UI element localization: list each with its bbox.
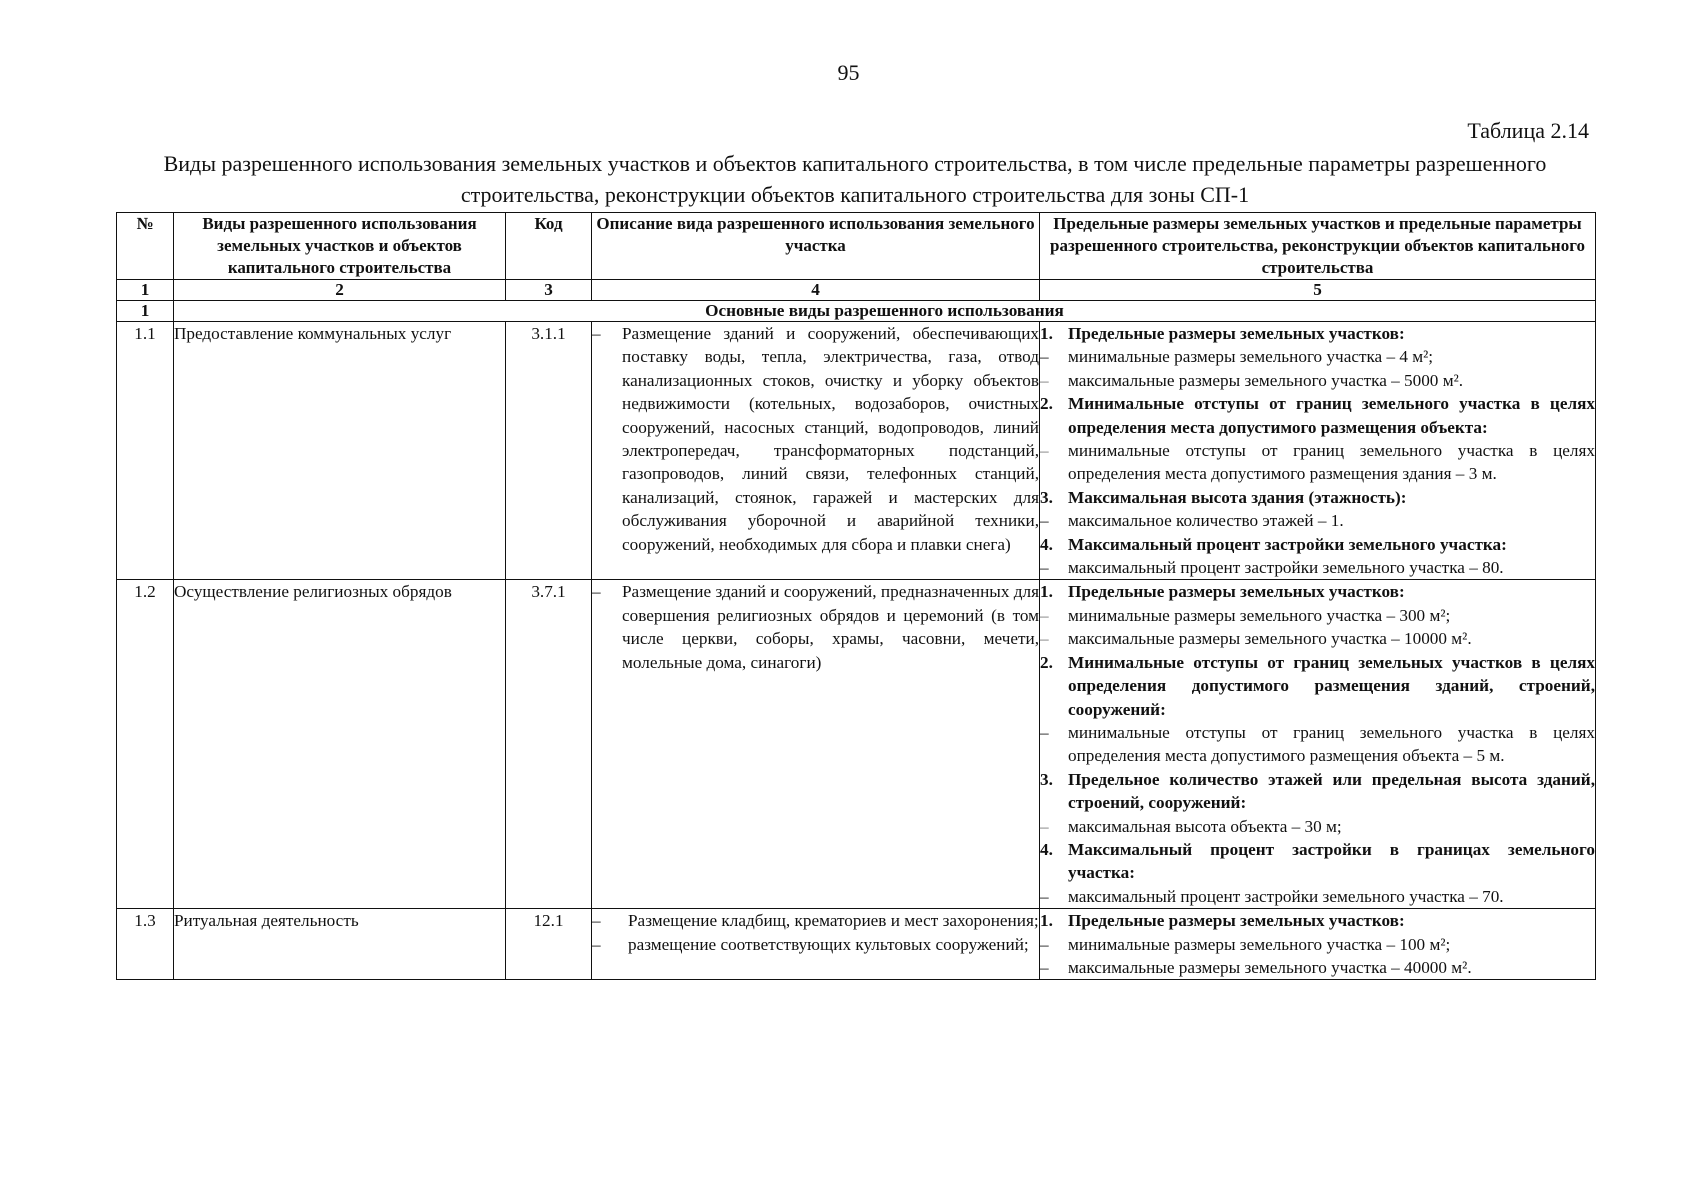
dash-marker: –: [1040, 957, 1049, 977]
header-parameters: Предельные размеры земельных участков и предельные параметры разрешенного строительства, реконструкции объектов капитального строительства: [1040, 213, 1596, 280]
column-number: 1: [117, 280, 174, 301]
item-number: 3.: [1040, 487, 1053, 507]
dash-marker: –: [1040, 347, 1049, 367]
section-row: [117, 301, 1596, 322]
dash-marker: –: [592, 934, 601, 954]
parameter-text: максимальные размеры земельного участка – 5000 м².: [1068, 370, 1464, 390]
parameters-cell: [1040, 909, 1596, 980]
parameter-heading: [1040, 838, 1595, 885]
parameter-heading: [1040, 322, 1595, 345]
parameter-text: Минимальные отступы от границ земельных участков в целях определения допустимого размещения зданий, строений, сооружений:: [1068, 652, 1595, 719]
use-type-code: 3.1.1: [506, 322, 592, 580]
header-num: №: [117, 213, 174, 280]
parameter-text: максимальная высота объекта – 30 м;: [1068, 816, 1342, 836]
use-type-code: 3.7.1: [506, 580, 592, 909]
item-number: 3.: [1040, 769, 1053, 789]
column-number: 2: [174, 280, 506, 301]
parameter-heading: [1040, 909, 1595, 932]
item-number: 1.: [1040, 324, 1053, 343]
parameter-item: [1040, 604, 1595, 627]
parameter-text: Предельное количество этажей или предельная высота зданий, строений, сооружений:: [1068, 769, 1595, 813]
use-type-name: Осуществление религиозных обрядов: [174, 580, 506, 909]
item-number: 4.: [1040, 534, 1053, 554]
parameters-cell: [1040, 580, 1596, 909]
parameter-text: Максимальный процент застройки земельного участка:: [1068, 534, 1507, 554]
dash-marker: –: [1040, 886, 1049, 906]
parameter-item: [1040, 721, 1595, 768]
regulations-table: [116, 212, 1596, 980]
table-row: [117, 322, 1596, 580]
header-description: Описание вида разрешенного использования земельного участка: [592, 213, 1040, 280]
dash-marker: –: [1040, 722, 1049, 742]
description-text: Размещение зданий и сооружений, обеспечивающих поставку воды, тепла, электричества, газа, отвод канализационных стоков, очистку и уборку объектов недвижимости (котельных, водозаборов, очистных сооружений, насосных станций, водопроводов, линий электропередач, трансформаторных подстанций, газопроводов, линий связи, телефонных станций, канализаций, стоянок, гаражей и мастерских для обслуживания уборочной и аварийной техники, сооружений, необходимых для сбора и плавки снега): [622, 324, 1039, 554]
use-type-name: Предоставление коммунальных услуг: [174, 322, 506, 580]
parameter-heading: [1040, 580, 1595, 603]
dash-marker: –: [592, 324, 601, 343]
parameter-text: минимальные отступы от границ земельного участка в целях определения места допустимого размещения объекта – 5 м.: [1068, 722, 1595, 766]
dash-marker: –: [1040, 558, 1049, 578]
parameter-item: [1040, 556, 1595, 579]
table-body: [117, 322, 1596, 980]
table-label: Таблица 2.14: [1467, 118, 1589, 143]
column-number: 4: [592, 280, 1040, 301]
parameter-item: [1040, 627, 1595, 650]
section-title: Основные виды разрешенного использования: [174, 301, 1596, 322]
parameter-heading: [1040, 533, 1595, 556]
item-number: 2.: [1040, 652, 1053, 672]
parameter-text: Предельные размеры земельных участков:: [1068, 911, 1405, 931]
parameter-text: минимальные отступы от границ земельного участка в целях определения места допустимого размещения здания – 3 м.: [1068, 441, 1595, 484]
parameter-text: минимальные размеры земельного участка – 100 м²;: [1068, 934, 1451, 954]
dash-marker: –: [1040, 934, 1049, 954]
description-text: Размещение кладбищ, крематориев и мест захоронения;: [628, 911, 1039, 931]
use-type-name: Ритуальная деятельность: [174, 909, 506, 980]
dash-marker: –: [1040, 511, 1049, 531]
description-text: размещение соответствующих культовых сооружений;: [628, 934, 1029, 954]
row-number: 1.3: [117, 909, 174, 980]
table-row: [117, 580, 1596, 909]
parameter-text: Минимальные отступы от границ земельного участка в целях определения места допустимого размещения объекта:: [1068, 394, 1595, 437]
dash-marker: –: [592, 582, 601, 602]
column-number: 5: [1040, 280, 1596, 301]
item-number: 2.: [1040, 394, 1053, 414]
row-number: 1.1: [117, 322, 174, 580]
dash-marker: –: [1040, 441, 1049, 461]
parameter-text: максимальное количество этажей – 1.: [1068, 511, 1344, 531]
page-number: 95: [837, 60, 860, 85]
table-title: Виды разрешенного использования земельных участков и объектов капитального строительства, в том числе предельные параметры разрешенного строительства, реконструкции объектов капитального строительства для зоны СП-1: [163, 151, 1547, 207]
description-item: [592, 933, 1039, 956]
dash-marker: –: [1040, 816, 1049, 836]
use-type-description: [592, 580, 1040, 909]
parameter-text: максимальные размеры земельного участка – 40000 м².: [1068, 957, 1472, 977]
item-number: 4.: [1040, 839, 1053, 859]
column-number-row: [117, 280, 1596, 301]
use-type-description: [592, 909, 1040, 980]
parameter-text: Максимальный процент застройки в границах земельного участка:: [1068, 839, 1595, 883]
dash-marker: –: [1040, 370, 1049, 390]
item-number: 1.: [1040, 911, 1053, 931]
parameter-text: минимальные размеры земельного участка – 4 м²;: [1068, 347, 1434, 367]
parameter-text: Предельные размеры земельных участков:: [1068, 324, 1405, 343]
item-number: 1.: [1040, 582, 1053, 602]
parameter-heading: [1040, 768, 1595, 815]
parameter-item: [1040, 345, 1595, 368]
row-number: 1.2: [117, 580, 174, 909]
header-code: Код: [506, 213, 592, 280]
parameter-heading: [1040, 392, 1595, 439]
column-number: 3: [506, 280, 592, 301]
parameter-item: [1040, 815, 1595, 838]
description-text: Размещение зданий и сооружений, предназначенных для совершения религиозных обрядов и церемоний (в том числе церкви, соборы, храмы, часовни, мечети, молельные дома, синагоги): [622, 582, 1039, 672]
header-row: [117, 213, 1596, 280]
dash-marker: –: [592, 911, 601, 931]
parameter-text: максимальный процент застройки земельного участка – 70.: [1068, 886, 1504, 906]
description-item: [592, 322, 1039, 556]
parameter-heading: [1040, 651, 1595, 721]
parameter-item: [1040, 885, 1595, 908]
header-use-type: Виды разрешенного использования земельных участков и объектов капитального строительства: [174, 213, 506, 280]
parameter-item: [1040, 439, 1595, 486]
parameter-text: минимальные размеры земельного участка – 300 м²;: [1068, 605, 1451, 625]
parameter-text: Максимальная высота здания (этажность):: [1068, 487, 1407, 507]
description-item: [592, 909, 1039, 932]
parameter-item: [1040, 369, 1595, 392]
parameter-text: максимальные размеры земельного участка – 10000 м².: [1068, 629, 1472, 649]
use-type-code: 12.1: [506, 909, 592, 980]
parameter-item: [1040, 956, 1595, 979]
parameters-cell: [1040, 322, 1596, 580]
description-item: [592, 580, 1039, 674]
parameter-text: максимальный процент застройки земельного участка – 80.: [1068, 558, 1504, 578]
use-type-description: [592, 322, 1040, 580]
table-row: [117, 909, 1596, 980]
parameter-heading: [1040, 486, 1595, 509]
dash-marker: –: [1040, 605, 1049, 625]
dash-marker: –: [1040, 629, 1049, 649]
parameter-text: Предельные размеры земельных участков:: [1068, 582, 1405, 602]
parameter-item: [1040, 509, 1595, 532]
parameter-item: [1040, 933, 1595, 956]
section-num: 1: [117, 301, 174, 322]
